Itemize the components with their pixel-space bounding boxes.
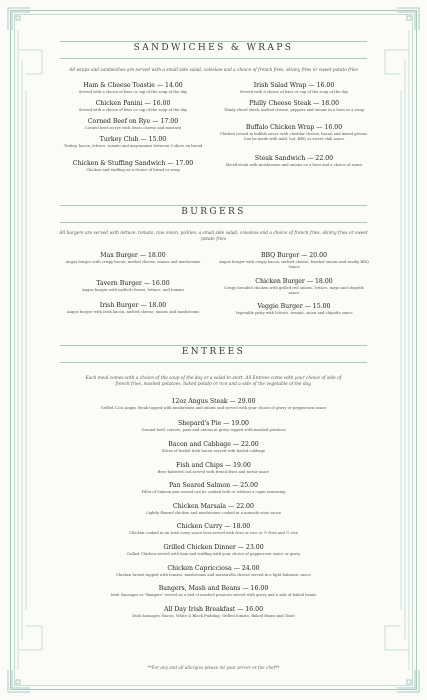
menu-item <box>219 124 369 141</box>
item-name: Veggie Burger — 15.00 <box>257 303 331 310</box>
item-name: Grilled Chicken Dinner — 23.00 <box>163 544 264 551</box>
item-name: Chicken Curry — 18.00 <box>176 523 251 530</box>
item-description: Lightly floured chicken and mushrooms cooked in a marsala wine sauce <box>146 511 281 515</box>
item-description: Fillet of Salmon pan seared can be cooked with or without a cajun seasoning <box>141 490 286 494</box>
menu-item <box>50 585 377 598</box>
menu-item <box>50 606 377 619</box>
section-header-entrees <box>60 345 367 363</box>
item-name: Tavern Burger — 16.00 <box>96 280 170 287</box>
corner-ornament-icon <box>6 668 32 694</box>
item-name: Chicken Panini — 16.00 <box>95 100 171 107</box>
item-name: Shepard's Pie — 19.00 <box>178 420 249 427</box>
item-description: Angus burger with melted cheese, lettuce, and tomato <box>82 288 184 292</box>
item-description: Grilled 12oz Angus Steak topped with mushrooms and onions and served with your choice of gravy or peppercorn sauce <box>100 406 327 410</box>
menu-item <box>50 462 377 475</box>
menu-item <box>58 118 208 131</box>
item-name: Corned Beef on Rye — 17.00 <box>87 118 179 125</box>
section-title: ENTREES <box>181 347 246 357</box>
menu-item <box>219 252 369 269</box>
item-description: Chicken cooked in an Irish curry sauce best served with fries or rice or ½ fries and ½ rice <box>129 531 298 535</box>
menu-item <box>50 565 377 578</box>
menu-item <box>58 280 208 293</box>
menu-item <box>58 160 208 173</box>
item-name: Chicken & Stuffing Sandwich — 17.00 <box>72 160 194 167</box>
item-description: Beer battered cod served with french fries and tartar sauce <box>157 470 270 474</box>
item-description: Vegetable patty with lettuce, tomato, onion and chipotle sauce <box>235 311 353 315</box>
item-name: Chicken Capricciosa — 24.00 <box>167 565 260 572</box>
item-description: Thinly sliced steak, melted cheese, peppers and onions in a hero or a wrap <box>223 108 365 112</box>
section-header-burgers <box>60 205 367 223</box>
item-description: Corned beef on rye with Swiss cheese and mustard <box>84 126 182 130</box>
item-name: Buffalo Chicken Wrap — 16.00 <box>245 124 343 131</box>
item-name: All Day Irish Breakfast — 16.00 <box>163 606 264 613</box>
item-name: Pan Seared Salmon — 25.00 <box>169 482 258 489</box>
menu-item <box>58 252 208 265</box>
section-header-sandwiches <box>60 41 367 59</box>
item-description: Served with a choice of fries or cup of the soup of the day <box>78 108 188 112</box>
item-name: Bangers, Mash and Beans — 16.00 <box>158 585 269 592</box>
item-name: Philly Cheese Steak — 18.00 <box>248 100 340 107</box>
item-name: Irish Salad Wrap — 16.00 <box>253 82 335 89</box>
item-description: Angus burger with Irish bacon, melted cheese, onions and mushrooms <box>66 310 200 314</box>
item-name: Bacon and Cabbage — 22.00 <box>168 441 259 448</box>
menu-item <box>219 278 369 295</box>
corner-ornament-icon <box>395 6 421 32</box>
item-description: Slices of boiled Irish bacon served with boiled cabbage <box>161 449 266 453</box>
menu-item <box>50 503 377 516</box>
item-description: Chicken tossed in buffalo sauce with cheddar cheese, bacon and mixed greens. Can be made with mild, hot, BBQ or sweet chili sauce <box>219 132 369 141</box>
corner-ornament-icon <box>395 668 421 694</box>
menu-item <box>58 100 208 113</box>
menu-item <box>58 302 208 315</box>
menu-item <box>219 155 369 168</box>
menu-item <box>219 82 369 95</box>
menu-item <box>219 100 369 113</box>
item-description: Served with a choice of fries or cup of the soup of the day <box>78 90 188 94</box>
item-description: Irish Sausages or "Bangers" served on a bed of mashed potatoes served with gravy and a side of baked beans <box>110 593 317 597</box>
item-name: Fish and Chips — 19.00 <box>176 462 251 469</box>
item-name: 12oz Angus Steak — 29.00 <box>171 398 256 405</box>
item-name: Ham & Cheese Toastie — 14.00 <box>83 82 183 89</box>
item-description: Served with a choice of fries or cup of the soup of the day <box>239 90 349 94</box>
allergy-note: **For any and all allergies please let your server or the chef** <box>147 665 280 670</box>
item-description: Angus burger with crispy bacon, melted cheese, frizzled onions and smoky BBQ Sauce <box>219 260 369 269</box>
item-description: Irish Sausages, Bacon, White & Black Pudding, Grilled tomato, Baked Beans and Toast <box>132 614 295 618</box>
section-title: SANDWICHES & WRAPS <box>133 43 294 53</box>
menu-item <box>50 441 377 454</box>
menu-item <box>50 420 377 433</box>
section-title: BURGERS <box>181 207 246 217</box>
item-description: Crispy breaded chicken with grilled red onions, lettuce, mayo and chipotle sauce <box>224 286 364 295</box>
item-name: Chicken Marsala — 22.00 <box>173 503 254 510</box>
menu-item <box>58 82 208 95</box>
item-name: BBQ Burger — 20.00 <box>260 252 328 259</box>
side-ornament-icon <box>381 30 415 670</box>
item-name: Max Burger — 18.00 <box>100 252 166 259</box>
item-description: Ground beef, carrots, peas and onions in gravy topped with mashed potatoes <box>141 428 286 432</box>
menu-item <box>50 544 377 557</box>
item-name: Irish Burger — 18.00 <box>99 302 167 309</box>
item-description: Angus burger with crispy bacon, melted cheese, onions and mushrooms <box>65 260 201 264</box>
menu-item <box>50 523 377 536</box>
menu-item <box>50 398 377 411</box>
item-description: Chicken breast topped with tomato, mushrooms and mozzarella cheese served in a light balsamic sauce <box>116 573 311 577</box>
item-description: Turkey, bacon, lettuce, tomato and mayonnaise between 3 slices on bread <box>63 144 203 148</box>
menu-item <box>58 136 208 149</box>
item-description: Chicken and stuffing on a choice of bread or wrap <box>86 168 180 172</box>
item-description: Sliced steak with mushrooms and onions on a hero and a choice of sauce <box>225 163 363 167</box>
item-name: Turkey Club — 15.00 <box>99 136 167 143</box>
section-intro: All burgers are served with lettuce, tomato, raw onion, pickles, a small side salad, coleslaw and a choice of french fries, skinny fries or sweet potato fries <box>59 231 368 243</box>
section-intro: All wraps and sandwiches are served with a small side salad, coleslaw and a choice of french fries, skinny fries or sweet potato fries <box>69 68 358 73</box>
item-name: Steak Sandwich — 22.00 <box>254 155 334 162</box>
menu-item <box>219 303 369 316</box>
menu-item <box>50 482 377 495</box>
section-intro: Each meal comes with a choice of the soup of the day or a salad to start. All Entrees come with your choice of side of french fries, mashed potatoes, baked potato or rice and a side of the vegetable of the day. <box>85 376 342 388</box>
side-ornament-icon <box>12 30 46 670</box>
corner-ornament-icon <box>6 6 32 32</box>
item-description: Grilled Chicken served with ham and stuffing with your choice of peppercorn sauce or gravy <box>126 552 301 556</box>
item-name: Chicken Burger — 18.00 <box>255 278 333 285</box>
